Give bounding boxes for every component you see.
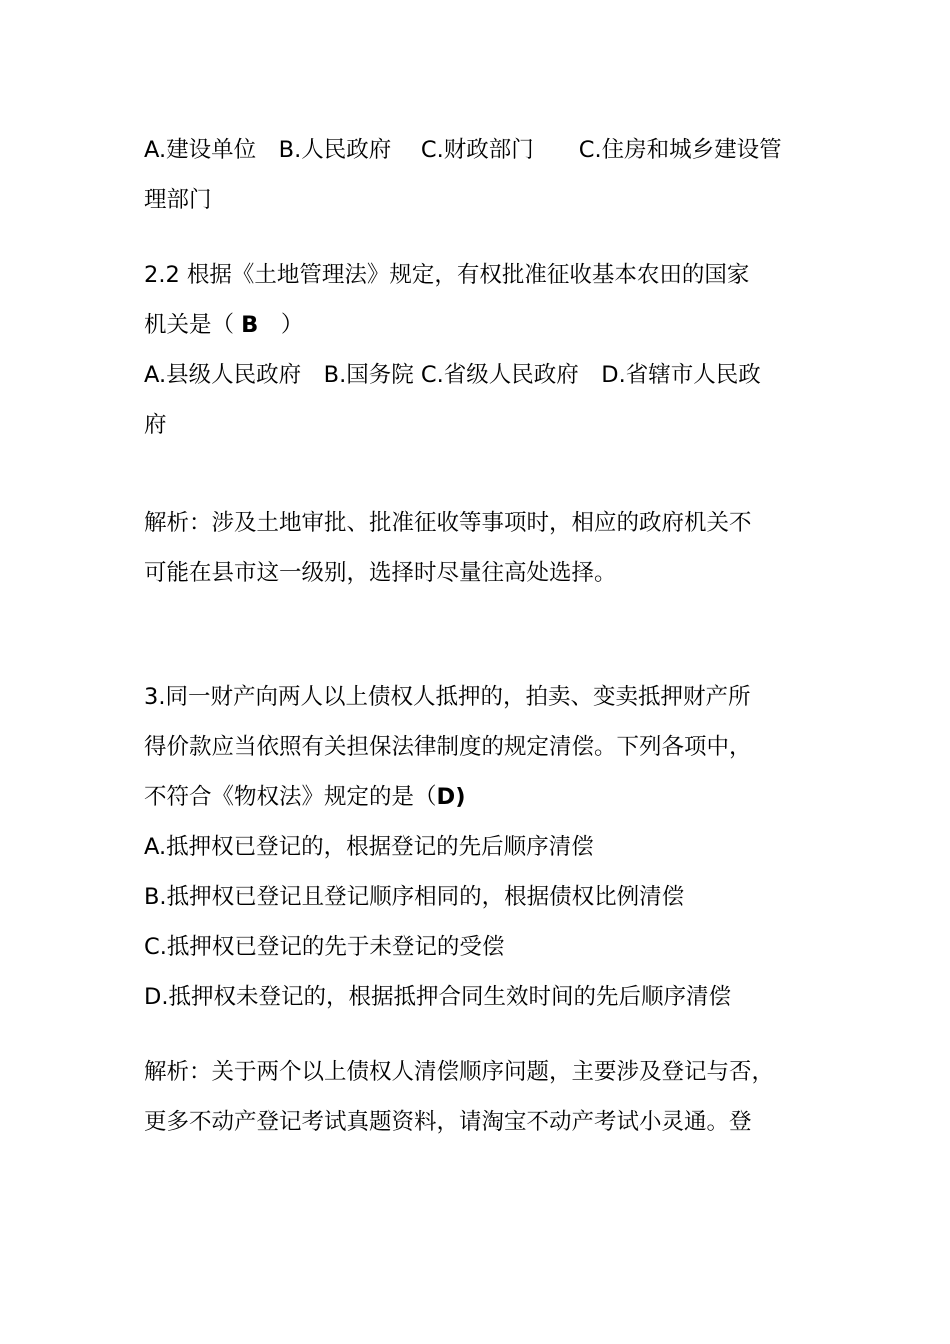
q3-option-c: C.抵押权已登记的先于未登记的受偿 [144, 934, 505, 960]
q2-stem-line-2 [144, 310, 303, 340]
q2-stem-suffix: ） [258, 312, 304, 338]
q2-answer: B [241, 312, 259, 338]
q3-analysis-line-1: 解析：关于两个以上债权人清偿顺序问题，主要涉及登记与否， [144, 1059, 775, 1085]
q3-option-a: A.抵押权已登记的，根据登记的先后顺序清偿 [144, 834, 594, 860]
q1-options-line-1: A.建设单位 B.人民政府 C.财政部门 C.住房和城乡建设管 [144, 137, 782, 163]
q3-stem-line-3 [144, 782, 465, 812]
q2-analysis-line-2: 可能在县市这一级别，选择时尽量往高处选择。 [144, 560, 617, 586]
q3-option-b: B.抵押权已登记且登记顺序相同的，根据债权比例清偿 [144, 884, 685, 910]
q2-stem-prefix: 机关是（ [144, 312, 242, 338]
q2-options-line-2: 府 [144, 412, 167, 438]
q3-stem-line-1: 3.同一财产向两人以上债权人抵押的，拍卖、变卖抵押财产所 [144, 684, 751, 710]
q2-stem-line-1: 2.2 根据《土地管理法》规定，有权批准征收基本农田的国家 [144, 262, 750, 288]
q1-options-line-2: 理部门 [144, 187, 212, 213]
q2-options-line-1: A.县级人民政府 B.国务院 C.省级人民政府 D.省辖市人民政 [144, 362, 761, 388]
q3-option-d: D.抵押权未登记的，根据抵押合同生效时间的先后顺序清偿 [144, 984, 731, 1010]
q2-analysis-line-1: 解析：涉及土地审批、批准征收等事项时，相应的政府机关不 [144, 510, 752, 536]
q3-stem-prefix: 不符合《物权法》规定的是（ [144, 784, 437, 810]
q3-answer: D) [436, 784, 466, 810]
q3-stem-line-2: 得价款应当依照有关担保法律制度的规定清偿。下列各项中， [144, 734, 752, 760]
q3-analysis-line-2: 更多不动产登记考试真题资料，请淘宝不动产考试小灵通。登 [144, 1109, 752, 1135]
